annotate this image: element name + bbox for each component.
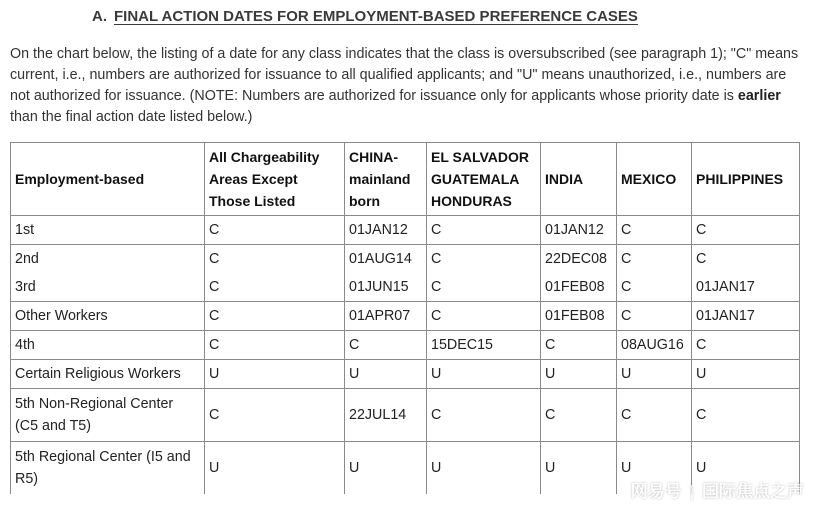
watermark-source: 国际焦点之声 [702,482,804,501]
cell-philippines: C [692,331,800,360]
cell-category: 3rd [11,273,205,302]
cell-category: 4th [11,331,205,360]
table-row [11,302,800,331]
cell-el-salvador: C [427,245,541,274]
cell-philippines: C [692,245,800,274]
cell-philippines: C [692,216,800,245]
intro-text-start: On the chart below, the listing of a date for any class indicates that the class is oversubscribed (see paragraph 1); "C" means current, i.e., numbers are authorized for issuance to all qualified applicants; and "U" means unauthorized, i.e., numbers are not authorized for issuance. (NOTE: Numbers are authorized for issuance only for applicants whose priority date is [10,46,799,104]
final-action-dates-table [10,142,800,494]
cell-el-salvador: U [427,360,541,389]
cell-mexico: U [617,360,692,389]
watermark-brand: 网易号 [630,482,682,501]
cell-mexico: U [617,442,692,495]
header-india: INDIA [541,143,617,216]
cell-china: C [345,331,427,360]
cell-philippines: U [692,442,800,495]
cell-mexico: C [617,302,692,331]
cell-category: 5th Non-Regional Center (C5 and T5) [11,389,205,442]
cell-mexico: C [617,216,692,245]
cell-mexico: C [617,389,692,442]
cell-china: 01JUN15 [345,273,427,302]
cell-all: U [205,360,345,389]
cell-category: 5th Regional Center (I5 and R5) [11,442,205,495]
cell-all: U [205,442,345,495]
cell-category: Certain Religious Workers [11,360,205,389]
cell-all: C [205,216,345,245]
cell-china: U [345,360,427,389]
cell-india: U [541,442,617,495]
cell-philippines: 01JAN17 [692,302,800,331]
header-employment-based: Employment-based [11,143,205,216]
table-header-row [11,143,800,216]
cell-china: 01AUG14 [345,245,427,274]
cell-philippines: U [692,360,800,389]
cell-mexico: C [617,273,692,302]
cell-el-salvador: C [427,273,541,302]
cell-el-salvador: C [427,389,541,442]
cell-all: C [205,331,345,360]
cell-all: C [205,389,345,442]
table-row [11,245,800,274]
cell-china: 01JAN12 [345,216,427,245]
header-mexico: MEXICO [617,143,692,216]
cell-india: 22DEC08 [541,245,617,274]
intro-paragraph [10,44,810,128]
cell-china: 22JUL14 [345,389,427,442]
cell-india: C [541,389,617,442]
cell-el-salvador: U [427,442,541,495]
cell-el-salvador: C [427,216,541,245]
cell-mexico: 08AUG16 [617,331,692,360]
section-letter: A. [92,8,107,25]
cell-category: 2nd [11,245,205,274]
cell-category: Other Workers [11,302,205,331]
table-row [11,389,800,442]
cell-all: C [205,302,345,331]
cell-category: 1st [11,216,205,245]
cell-china: 01APR07 [345,302,427,331]
table-row [11,216,800,245]
cell-philippines: C [692,389,800,442]
section-title: FINAL ACTION DATES FOR EMPLOYMENT-BASED PREFERENCE CASES [114,8,638,25]
table-row [11,331,800,360]
table-row [11,273,800,302]
cell-india: 01FEB08 [541,273,617,302]
cell-el-salvador: C [427,302,541,331]
header-all-chargeability: All Chargeability Areas Except Those Listed [205,143,345,216]
cell-mexico: C [617,245,692,274]
cell-india: C [541,331,617,360]
cell-all: C [205,245,345,274]
intro-text-end: than the final action date listed below.) [10,109,253,125]
section-heading [92,8,638,25]
cell-philippines: 01JAN17 [692,273,800,302]
table-row [11,360,800,389]
cell-india: U [541,360,617,389]
intro-emphasis: earlier [737,88,781,104]
header-el-salvador: EL SALVADOR GUATEMALA HONDURAS [427,143,541,216]
watermark [631,477,804,502]
header-philippines: PHILIPPINES [692,143,800,216]
cell-all: C [205,273,345,302]
cell-india: 01FEB08 [541,302,617,331]
header-china: CHINA-mainland born [345,143,427,216]
cell-china: U [345,442,427,495]
cell-india: 01JAN12 [541,216,617,245]
watermark-separator: | [689,482,694,501]
cell-el-salvador: 15DEC15 [427,331,541,360]
